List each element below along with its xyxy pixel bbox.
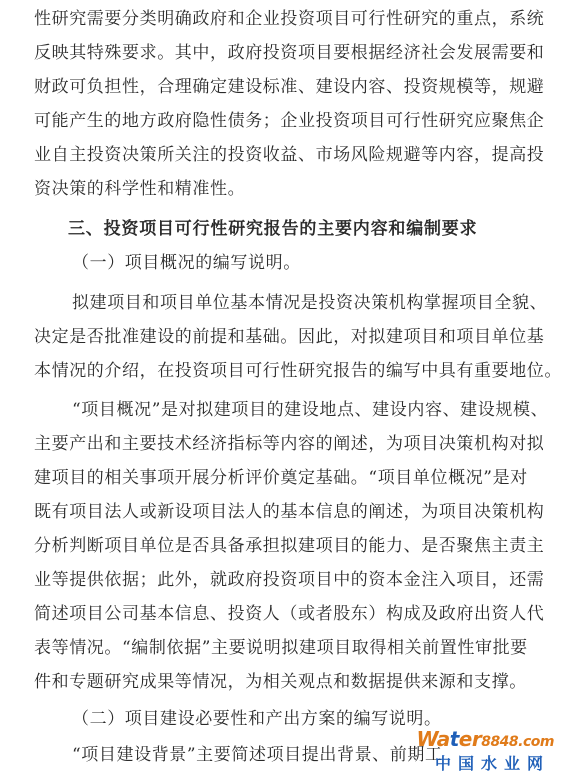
body-text-line: 财政可负担性，合理确定建设标准、建设内容、投资规模等，规避 [34,77,545,97]
paragraph-line: 主要产出和主要技术经济指标等内容的阐述，为项目决策机构对拟 [34,434,545,454]
watermark-brand-part: er [458,727,482,751]
body-text-line: 业自主投资决策所关注的投资收益、市场风险规避等内容，提高投 [34,145,545,165]
paragraph-line: 建项目的相关事项开展分析评价奠定基础。“项目单位概况”是对 [34,468,528,488]
watermark-chinese-name: 中国水业网 [434,754,550,773]
paragraph-line: 决定是否批准建设的前提和基础。因此，对拟建项目和项目单位基 [34,327,545,347]
paragraph-line: 件和专题研究成果等情况，为相关观点和数据提供来源和支撑。 [34,672,527,692]
paragraph-line: 简述项目公司基本信息、投资人（或者股东）构成及政府出资人代 [34,604,545,624]
watermark-brand-part: Wa [416,727,450,751]
subsection-heading: （二）项目建设必要性和产出方案的编写说明。 [72,709,442,729]
watermark-logo [416,727,554,774]
paragraph-line: 本情况的介绍，在投资项目可行性研究报告的编写中具有重要地位。 [34,361,562,381]
body-text-line: 资决策的科学性和精准性。 [34,179,246,199]
paragraph-line: 业等提供依据；此外，就政府投资项目中的资本金注入项目，还需 [34,570,545,590]
paragraph-line: 既有项目法人或新设项目法人的基本信息的阐述，为项目决策机构 [34,502,545,522]
paragraph-line: 表等情况。“编制依据”主要说明拟建项目取得相关前置性审批要 [34,638,528,658]
subsection-heading: （一）项目概况的编写说明。 [72,253,301,273]
body-text-line: 反映其特殊要求。其中，政府投资项目要根据经济社会发展需要和 [34,43,545,63]
watermark-number: 8848 [481,734,519,750]
watermark-brand [417,728,555,753]
paragraph-line: 拟建项目和项目单位基本情况是投资决策机构掌握项目全貌、 [72,293,548,313]
paragraph-line: “项目概况”是对拟建项目的建设地点、建设内容、建设规模、 [72,400,549,420]
watermark-suffix: .com [518,734,554,750]
section-heading: 三、投资项目可行性研究报告的主要内容和编制要求 [68,219,478,239]
paragraph-line: “项目建设背景”主要简述项目提出背景、前期工 [72,745,443,765]
body-text-line: 性研究需要分类明确政府和企业投资项目可行性研究的重点，系统 [34,9,545,29]
body-text-line: 可能产生的地方政府隐性债务；企业投资项目可行性研究应聚焦企 [34,111,545,131]
watermark-brand-part: t [449,727,459,751]
paragraph-line: 分析判断项目单位是否具备承担拟建项目的能力、是否聚焦主责主 [34,536,545,556]
